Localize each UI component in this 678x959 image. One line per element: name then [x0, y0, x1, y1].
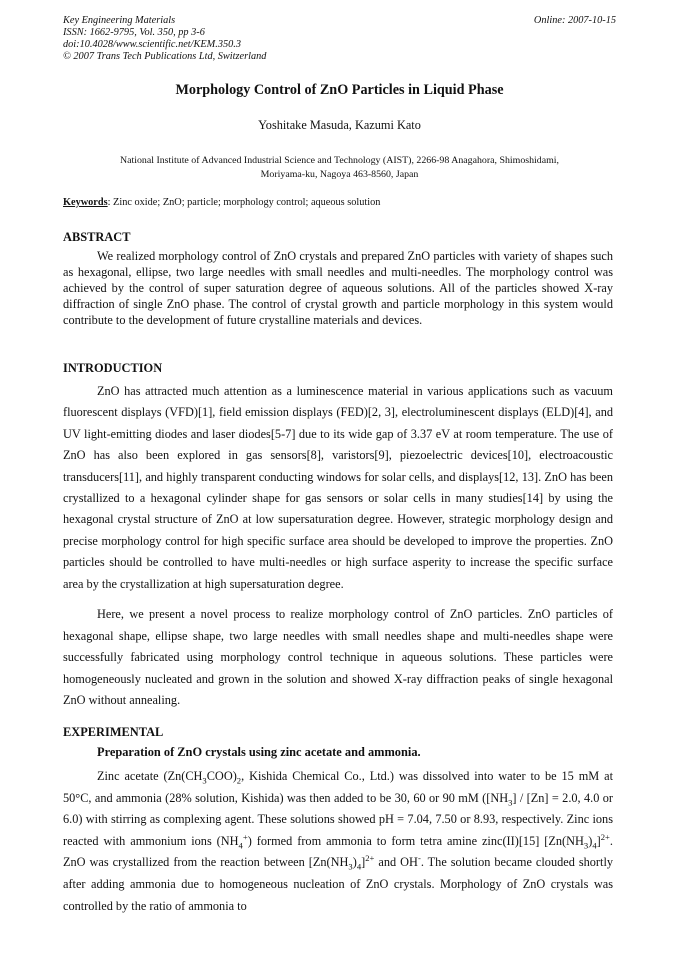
- affiliation-line-1: National Institute of Advanced Industrial Science and Technology (AIST), 2266-98 Anagahora, Shimoshidami,: [119, 155, 559, 166]
- paper-title: Morphology Control of ZnO Particles in Liquid Phase: [175, 82, 504, 98]
- doi-line: doi:10.4028/www.scientific.net/KEM.350.3: [63, 39, 241, 50]
- introduction-paragraph-1: ZnO has attracted much attention as a luminescence material in various applications such as vacuum fluorescent displays (VFD)[1], field emission displays (FED)[2, 3], electroluminescent displays (ELD)[4], and UV light-emitting diodes and laser diodes[5-7] due to its wide gap of 3.37 eV at room temperature. The use of ZnO has also been explored in gas sensors[8], varistors[9], piezoelectric devices[10], electroacoustic transducers[11], and highly transparent conducting windows for solar cells, and displays[12, 13]. ZnO has been crystallized to a hexagonal cylinder shape for gas sensors or solar cells in many studies[14] by using the hexagonal crystal structure of ZnO at low supersaturation degree. However, strategic morphology design and precise morphology control for high specific surface area should be developed to improve the properties. ZnO particles should be controlled to have multi-needles or high surface asperity to increase the specific surface area by the crystallization at high supersaturation degree.: [63, 384, 613, 591]
- text-run: ): [352, 855, 357, 870]
- text-run: , Kishida Chemical Co., Ltd.) was dissolved into water to be 15 mM at 50°C, and ammonia (28% solution, Kishida) was then added to be 30, 60 or 90 mM ([NH: [63, 769, 613, 805]
- affiliation: [78, 154, 601, 182]
- text-run: ]: [596, 833, 601, 848]
- text-run: Zinc acetate (Zn(CH: [97, 769, 203, 783]
- superscript: 2+: [600, 831, 610, 842]
- superscript: +: [242, 831, 248, 842]
- superscript: 2+: [365, 853, 375, 864]
- subscript: 3: [202, 775, 207, 786]
- subscript: 4: [592, 840, 597, 851]
- abstract-text: We realized morphology control of ZnO crystals and prepared ZnO particles with variety of shapes such as hexagonal, ellipse, two large needles with small needles and multi-needles. The morphology control was achieved by the control of super saturation degree of aqueous solutions. All of the particles showed X-ray diffraction of single ZnO phase. The control of crystal growth and particle morphology in this system would contribute to the development of future crystalline materials and devices.: [63, 249, 613, 328]
- text-run: and OH: [374, 855, 418, 870]
- issn-line: ISSN: 1662-9795, Vol. 350, pp 3-6: [63, 27, 205, 38]
- abstract-heading: ABSTRACT: [63, 230, 131, 244]
- introduction-heading: INTRODUCTION: [63, 361, 163, 375]
- keywords-text: : Zinc oxide; ZnO; particle; morphology control; aqueous solution: [107, 197, 381, 208]
- experimental-heading: EXPERIMENTAL: [63, 725, 164, 739]
- introduction-paragraph-2: Here, we present a novel process to realize morphology control of ZnO particles. ZnO particles of hexagonal shape, ellipse shape, two large needles with small needles shape and multi-needles shape were successfully fabricated using morphology control technique in aqueous solutions. These particles were homogeneously nucleated and grown in the solution and showed X-ray diffraction peaks of single hexagonal ZnO without annealing.: [63, 607, 613, 708]
- subscript: 3: [348, 861, 353, 872]
- text-run: ]: [361, 855, 366, 870]
- text-run: COO): [206, 769, 237, 783]
- author-list: Yoshitake Masuda, Kazumi Kato: [258, 118, 421, 132]
- subscript: 2: [236, 775, 242, 786]
- keywords-line: [63, 197, 616, 208]
- subscript: 4: [356, 861, 362, 872]
- subscript: 4: [238, 840, 243, 851]
- experimental-subheading: Preparation of ZnO crystals using zinc acetate and ammonia.: [97, 745, 421, 759]
- keywords-label: Keywords: [63, 197, 108, 208]
- copyright-line: © 2007 Trans Tech Publications Ltd, Switzerland: [63, 51, 267, 62]
- superscript: -: [417, 853, 421, 864]
- text-run: ) formed from ammonia to form tetra amine zinc(II)[15] [Zn(NH: [247, 833, 584, 848]
- affiliation-line-2: Moriyama-ku, Nagoya 463-8560, Japan: [260, 169, 419, 180]
- text-run: ): [588, 833, 593, 848]
- experimental-paragraph-1: [63, 766, 613, 917]
- subscript: 3: [583, 840, 589, 851]
- subscript: 3: [508, 797, 513, 808]
- text-run: . ZnO was crystallized from the reaction between [Zn(NH: [63, 833, 613, 870]
- journal-name: Key Engineering Materials: [63, 15, 176, 26]
- journal-header: [63, 15, 616, 63]
- text-run: . The solution became clouded shortly after adding ammonia due to homogeneous nucleation of ZnO crystals. Morphology of ZnO crystals was controlled by the ratio of ammonia to: [63, 855, 614, 913]
- online-date: Online: 2007-10-15: [533, 15, 616, 26]
- text-run: ] / [Zn] = 2.0, 4.0 or 6.0) with stirring as complexing agent. These solutions showed pH = 7.04, 7.50 or 8.93, respectively. Zinc ions reacted with ammonium ions (NH: [63, 790, 613, 848]
